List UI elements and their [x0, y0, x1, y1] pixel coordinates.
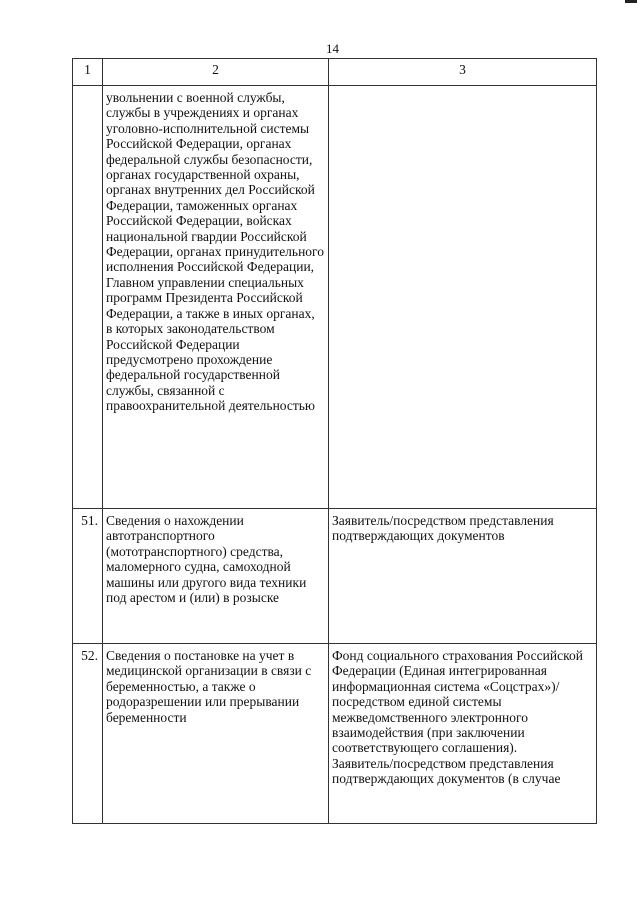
page-number: 14: [326, 41, 339, 56]
row-source: [329, 644, 597, 824]
row-source-paragraph: Фонд социального страхования Российской Федерации (Единая интегрированная информационная система «Соцстрах»)/посредством единой системы межведомственного электронного взаимодействия (при заключении соответствующего соглашения).: [332, 648, 583, 756]
row-number: [73, 86, 103, 509]
header-col-3: 3: [329, 59, 597, 86]
row-description: Сведения о постановке на учет в медицинской организации в связи с беременностью, а также о родоразрешении или прерывании беременности: [103, 644, 329, 824]
row-number: 51.: [73, 509, 103, 644]
table-row: [73, 86, 597, 509]
scan-corner-mark: [625, 0, 637, 3]
row-description: Сведения о нахождении автотранспортного (мототранспортного) средства, маломерного судна, самоходной машины или другого вида техники под арестом и (или) в розыске: [103, 509, 329, 644]
table-header-row: [73, 59, 597, 86]
header-col-1: 1: [73, 59, 103, 86]
table-row: [73, 509, 597, 644]
document-table: [72, 58, 597, 824]
row-source-paragraph: Заявитель/посредством представления подтверждающих документов (в случае: [332, 755, 561, 787]
row-source: [329, 86, 597, 509]
row-source-paragraph: Заявитель/посредством представления подтверждающих документов: [332, 513, 554, 544]
row-source: [329, 509, 597, 644]
row-description: увольнении с военной службы, службы в учреждениях и органах уголовно-исполнительной системы Российской Федерации, органах федеральной службы безопасности, органах государственной охраны, органах внутренних дел Российской Федерации, таможенных органах Российской Федерации, войсках национальной гвардии Российской Федерации, органах принудительного исполнения Российской Федерации, Главном управлении специальных программ Президента Российской Федерации, а также в иных органах, в которых законодательством Российской Федерации предусмотрено прохождение федеральной государственной службы, связанной с правоохранительной деятельностью: [103, 86, 329, 509]
table-row: [73, 644, 597, 824]
row-number: 52.: [73, 644, 103, 824]
header-col-2: 2: [103, 59, 329, 86]
